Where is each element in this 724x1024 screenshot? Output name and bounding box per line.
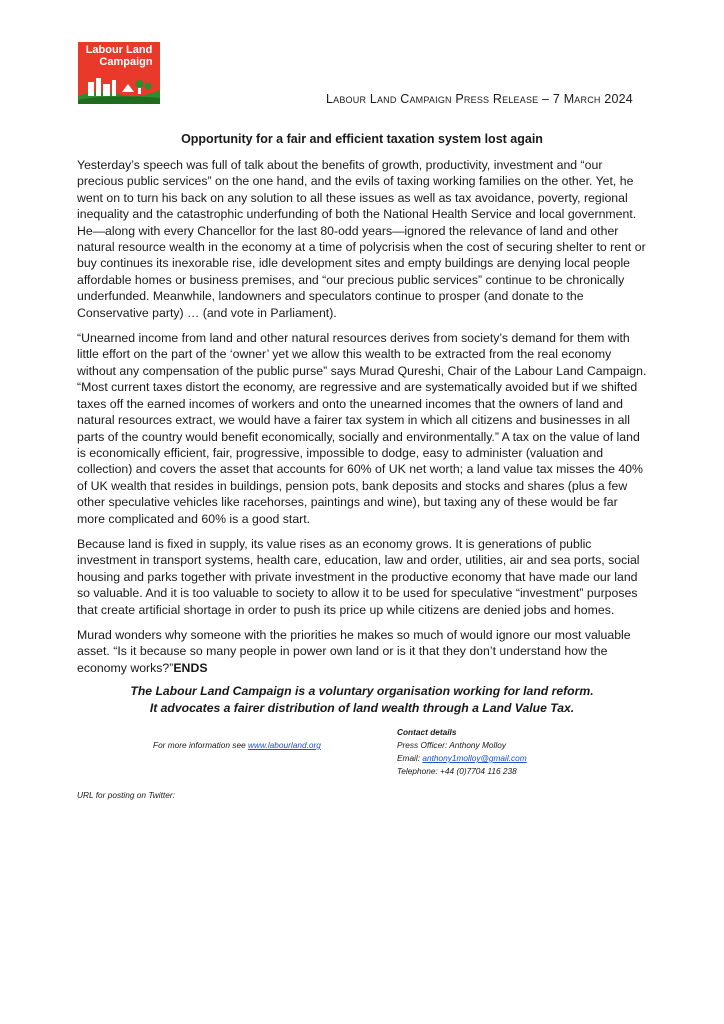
email-link[interactable]: anthony1molloy@gmail.com <box>422 753 527 763</box>
labour-land-campaign-logo <box>78 42 160 104</box>
paragraph-1: Yesterday’s speech was full of talk about the benefits of growth, productivity, investment and “our precious public services” on the one hand, and the evils of taxing working families on the other. Yet, he went on to turn his back on any solution to all these issues as well as tax avoidance, poverty, regional inequality and the catastrophic underfunding of both the National Health Service and local government. He—along with every Chancellor for the last 80-odd years—ignored the relevance of land and other natural resource wealth in the economy at a time of polycrisis when the cost of securing shelter to rent or buy continues its inexorable rise, idle development sites and empty buildings are denying local people affordable homes or business premises, and “our precious public services” continue to be chronically underfunded. Meanwhile, landowners and speculators continue to prosper (and donate to the Conservative party) … (and vote in Parliament). <box>77 158 646 320</box>
logo-line-2: Campaign <box>99 56 153 68</box>
logo-text <box>78 44 160 68</box>
press-release-title: Opportunity for a fair and efficient taxation system lost again <box>181 132 543 146</box>
ends-marker: ENDS <box>173 660 208 675</box>
website-link[interactable]: www.labourland.org <box>248 740 321 750</box>
press-release-body <box>77 157 649 685</box>
header-org: Labour Land Campaign Press Release <box>326 92 539 106</box>
paragraph-2: “Unearned income from land and other natural resources derives from society’s demand for them with little effort on the part of the ‘owner’ yet we allow this wealth to be extracted from the real economy without any compensation of the public purse” says Murad Qureshi, Chair of the Labour Land Campaign. “Most current taxes distort the economy, are regressive and are systematically avoided but if we shifted taxes off the earned incomes of workers and onto the unearned incomes that the owners of land and natural resources extract, we would have a fairer tax system in which all citizens and businesses in all parts of the country would benefit economically, socially and environmentally.” A tax on the value of land is economically efficient, fair, progressive, impossible to dodge, easy to administer (valuation and collection) and covers the asset that accounts for 60% of UK net worth; a land value tax misses the 40% of UK wealth that resides in buildings, pension pots, bank deposits and stocks and shares (plus a few other speculative vehicles like racehorses, paintings and wine), but taxing any of these would be far more complicated and 60% is a good start. <box>77 331 647 526</box>
header-separator: – <box>538 92 553 106</box>
header-date: 7 March 2024 <box>552 92 633 106</box>
organisation-statement <box>0 683 724 717</box>
organisation-statement-line-1: The Labour Land Campaign is a voluntary organisation working for land reform. <box>130 684 594 698</box>
press-release-header <box>326 92 633 106</box>
press-officer: Press Officer: Anthony Molloy <box>397 740 506 750</box>
paragraph-3: Because land is fixed in supply, its value rises as an economy grows. It is generations of public investment in transport systems, health care, education, law and order, utilities, air and sea ports, social housing and parks together with private investment in the productive economy that have made our land so valuable. And it is too valuable to society to allow it to be used for speculative “investment” purposes that create artificial shortage in order to push its price up while citizens are denied jobs and homes. <box>77 536 640 617</box>
contact-details <box>397 726 527 778</box>
twitter-url-label: URL for posting on Twitter: <box>77 790 175 800</box>
organisation-statement-line-2: It advocates a fairer distribution of land wealth through a Land Value Tax. <box>149 701 575 715</box>
contact-email-line <box>397 752 527 765</box>
paragraph-4-text: Murad wonders why someone with the priorities he makes so much of would ignore our most valuable asset. “Is it because so many people in power own land or is it that they don’t understand how the economy works?” <box>77 627 631 675</box>
logo-landscape-graphic <box>78 68 160 104</box>
paragraph-4 <box>77 627 649 676</box>
more-info <box>153 740 321 750</box>
email-label: Email: <box>397 753 423 763</box>
logo-line-1: Labour Land <box>85 44 153 56</box>
contact-heading: Contact details <box>397 727 457 737</box>
contact-telephone: Telephone: +44 (0)7704 116 238 <box>397 766 517 776</box>
more-info-text: For more information see <box>153 740 248 750</box>
